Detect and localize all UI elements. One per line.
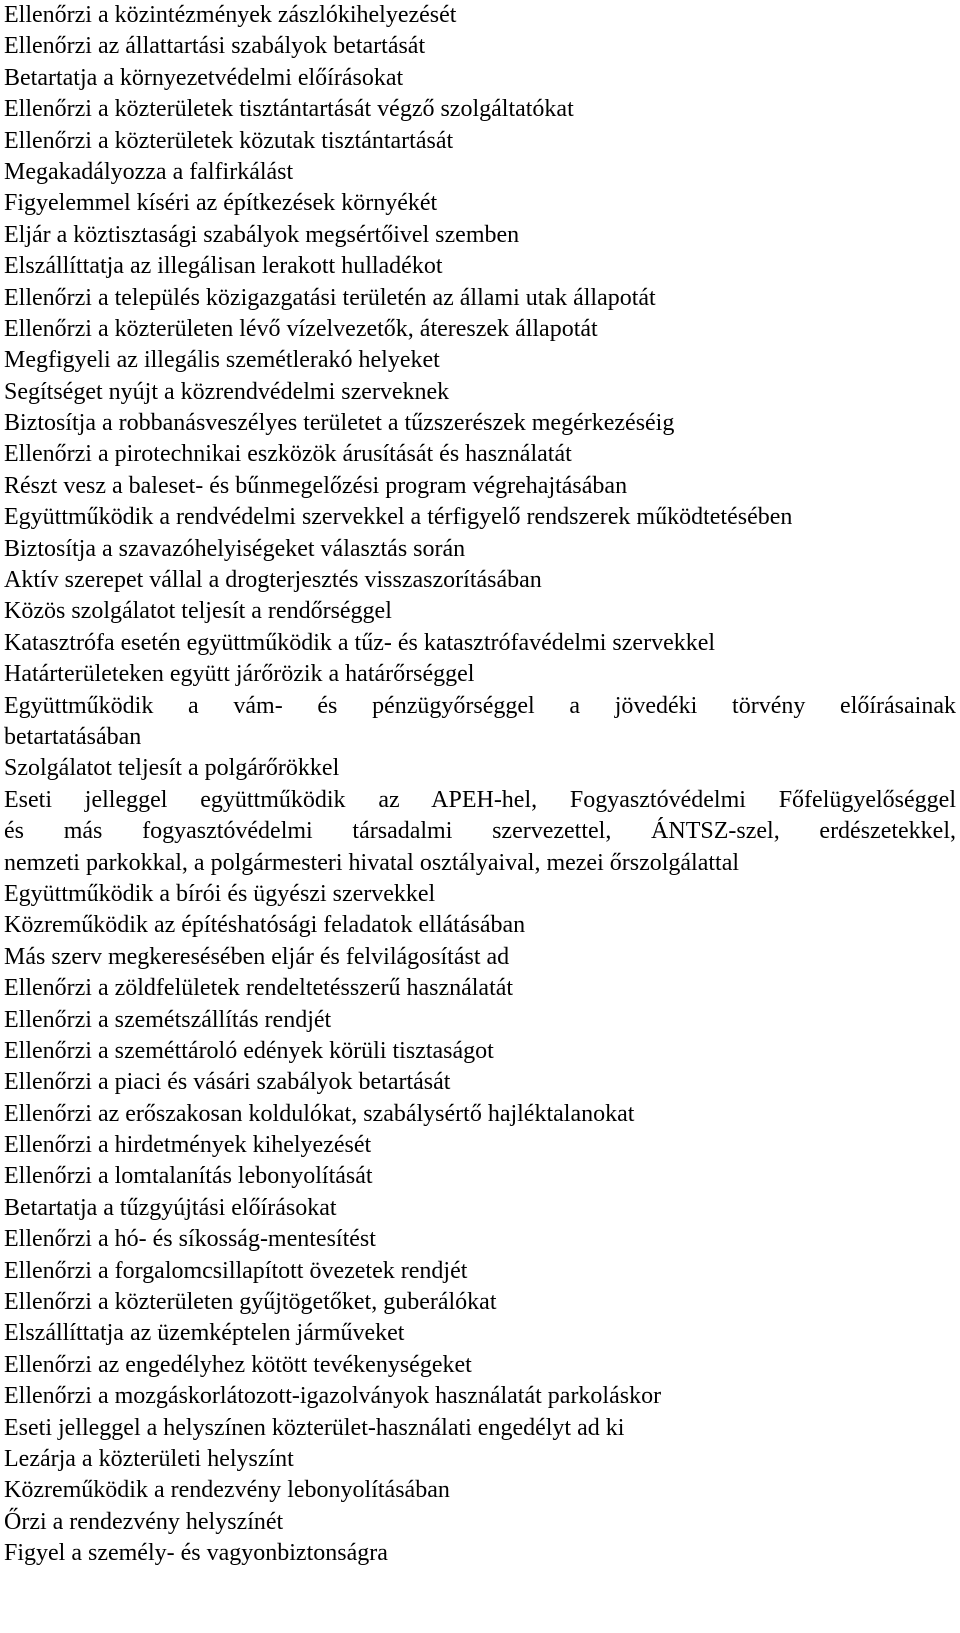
document-line: Biztosítja a szavazóhelyiségeket választás során — [4, 535, 466, 562]
document-line: Együttműködik a bírói és ügyészi szervekkel — [4, 880, 436, 907]
document-line: Segítséget nyújt a közrendvédelmi szerveknek — [4, 378, 450, 405]
document-line: Ellenőrzi az engedélyhez kötött tevékenységeket — [4, 1351, 472, 1378]
document-line: Közreműködik a rendezvény lebonyolításában — [4, 1477, 450, 1504]
document-line: Ellenőrzi az állattartási szabályok betartását — [4, 33, 426, 60]
document-line: Ellenőrzi a közterületek tisztántartását végző szolgáltatókat — [4, 96, 574, 123]
document-line: Közreműködik az építéshatósági feladatok ellátásában — [4, 912, 526, 939]
document-line: Ellenőrzi a hirdetmények kihelyezését — [4, 1132, 372, 1159]
document-line: Együttműködik a vám- és pénzügyőrséggel a jövedéki törvény előírásainak — [4, 692, 956, 719]
document-line: Ellenőrzi a zöldfelületek rendeltetésszerű használatát — [4, 975, 514, 1002]
document-line: Ellenőrzi a forgalomcsillapított övezetek rendjét — [4, 1257, 468, 1284]
document-line: Lezárja a közterületi helyszínt — [4, 1445, 294, 1472]
document-line: Ellenőrzi a település közigazgatási területén az állami utak állapotát — [4, 284, 656, 311]
document-line: betartatásában — [4, 723, 142, 750]
document-line: nemzeti parkokkal, a polgármesteri hivatal osztályaival, mezei őrszolgálattal — [4, 849, 740, 876]
document-line: Együttműködik a rendvédelmi szervekkel a térfigyelő rendszerek működtetésében — [4, 504, 793, 531]
document-line: Eljár a köztisztasági szabályok megsértőivel szemben — [4, 221, 520, 248]
document-line: Szolgálatot teljesít a polgárőrökkel — [4, 755, 340, 782]
document-line: Ellenőrzi a közterületen gyűjtögetőket, guberálókat — [4, 1289, 497, 1316]
document-line: Eseti jelleggel a helyszínen közterület-használati engedélyt ad ki — [4, 1414, 625, 1441]
document-line: Határterületeken együtt járőrözik a határőrséggel — [4, 661, 475, 688]
document-line: Részt vesz a baleset- és bűnmegelőzési program végrehajtásában — [4, 472, 628, 499]
document-line: Ellenőrzi a szemétszállítás rendjét — [4, 1006, 332, 1033]
document-line: Aktív szerepet vállal a drogterjesztés visszaszorításában — [4, 567, 542, 594]
document-line: Ellenőrzi a hó- és síkosság-mentesítést — [4, 1226, 376, 1253]
document-line: Ellenőrzi a piaci és vásári szabályok betartását — [4, 1069, 451, 1096]
document-line: Más szerv megkeresésében eljár és felvilágosítást ad — [4, 943, 510, 970]
document-line: Megfigyeli az illegális szemétlerakó helyeket — [4, 347, 440, 374]
document-line: Figyel a személy- és vagyonbiztonságra — [4, 1540, 388, 1567]
document-line: Ellenőrzi a mozgáskorlátozott-igazolványok használatát parkoláskor — [4, 1383, 662, 1410]
document-line: Ellenőrzi a közintézmények zászlókihelyezését — [4, 2, 457, 28]
document-line: Őrzi a rendezvény helyszínét — [4, 1508, 284, 1535]
document-line: Közös szolgálatot teljesít a rendőrséggel — [4, 598, 392, 625]
document-line: Ellenőrzi a közterületen lévő vízelvezetők, átereszek állapotát — [4, 315, 598, 342]
document-line: Figyelemmel kíséri az építkezések környékét — [4, 190, 438, 217]
document-line: Ellenőrzi a lomtalanítás lebonyolítását — [4, 1163, 373, 1190]
document-page — [4, 0, 956, 1570]
document-line: Elszállíttatja az illegálisan lerakott hulladékot — [4, 253, 443, 280]
document-line: Katasztrófa esetén együttműködik a tűz- és katasztrófavédelmi szervekkel — [4, 629, 716, 656]
document-line: és más fogyasztóvédelmi társadalmi szervezettel, ÁNTSZ-szel, erdészetekkel, — [4, 818, 956, 845]
document-line: Ellenőrzi az erőszakosan koldulókat, szabálysértő hajléktalanokat — [4, 1100, 635, 1127]
document-line: Megakadályozza a falfirkálást — [4, 158, 294, 185]
document-line: Eseti jelleggel együttműködik az APEH-hel, Fogyasztóvédelmi Főfelügyelőséggel — [4, 786, 956, 813]
document-line: Ellenőrzi a szeméttároló edények körüli tisztaságot — [4, 1037, 494, 1064]
document-line: Biztosítja a robbanásveszélyes területet a tűzszerészek megérkezéséig — [4, 410, 675, 437]
document-line: Elszállíttatja az üzemképtelen járműveket — [4, 1320, 405, 1347]
document-line: Betartatja a tűzgyújtási előírásokat — [4, 1194, 337, 1221]
document-line: Ellenőrzi a közterületek közutak tisztántartását — [4, 127, 454, 154]
document-line: Betartatja a környezetvédelmi előírásokat — [4, 64, 404, 91]
document-line: Ellenőrzi a pirotechnikai eszközök árusítását és használatát — [4, 441, 572, 468]
